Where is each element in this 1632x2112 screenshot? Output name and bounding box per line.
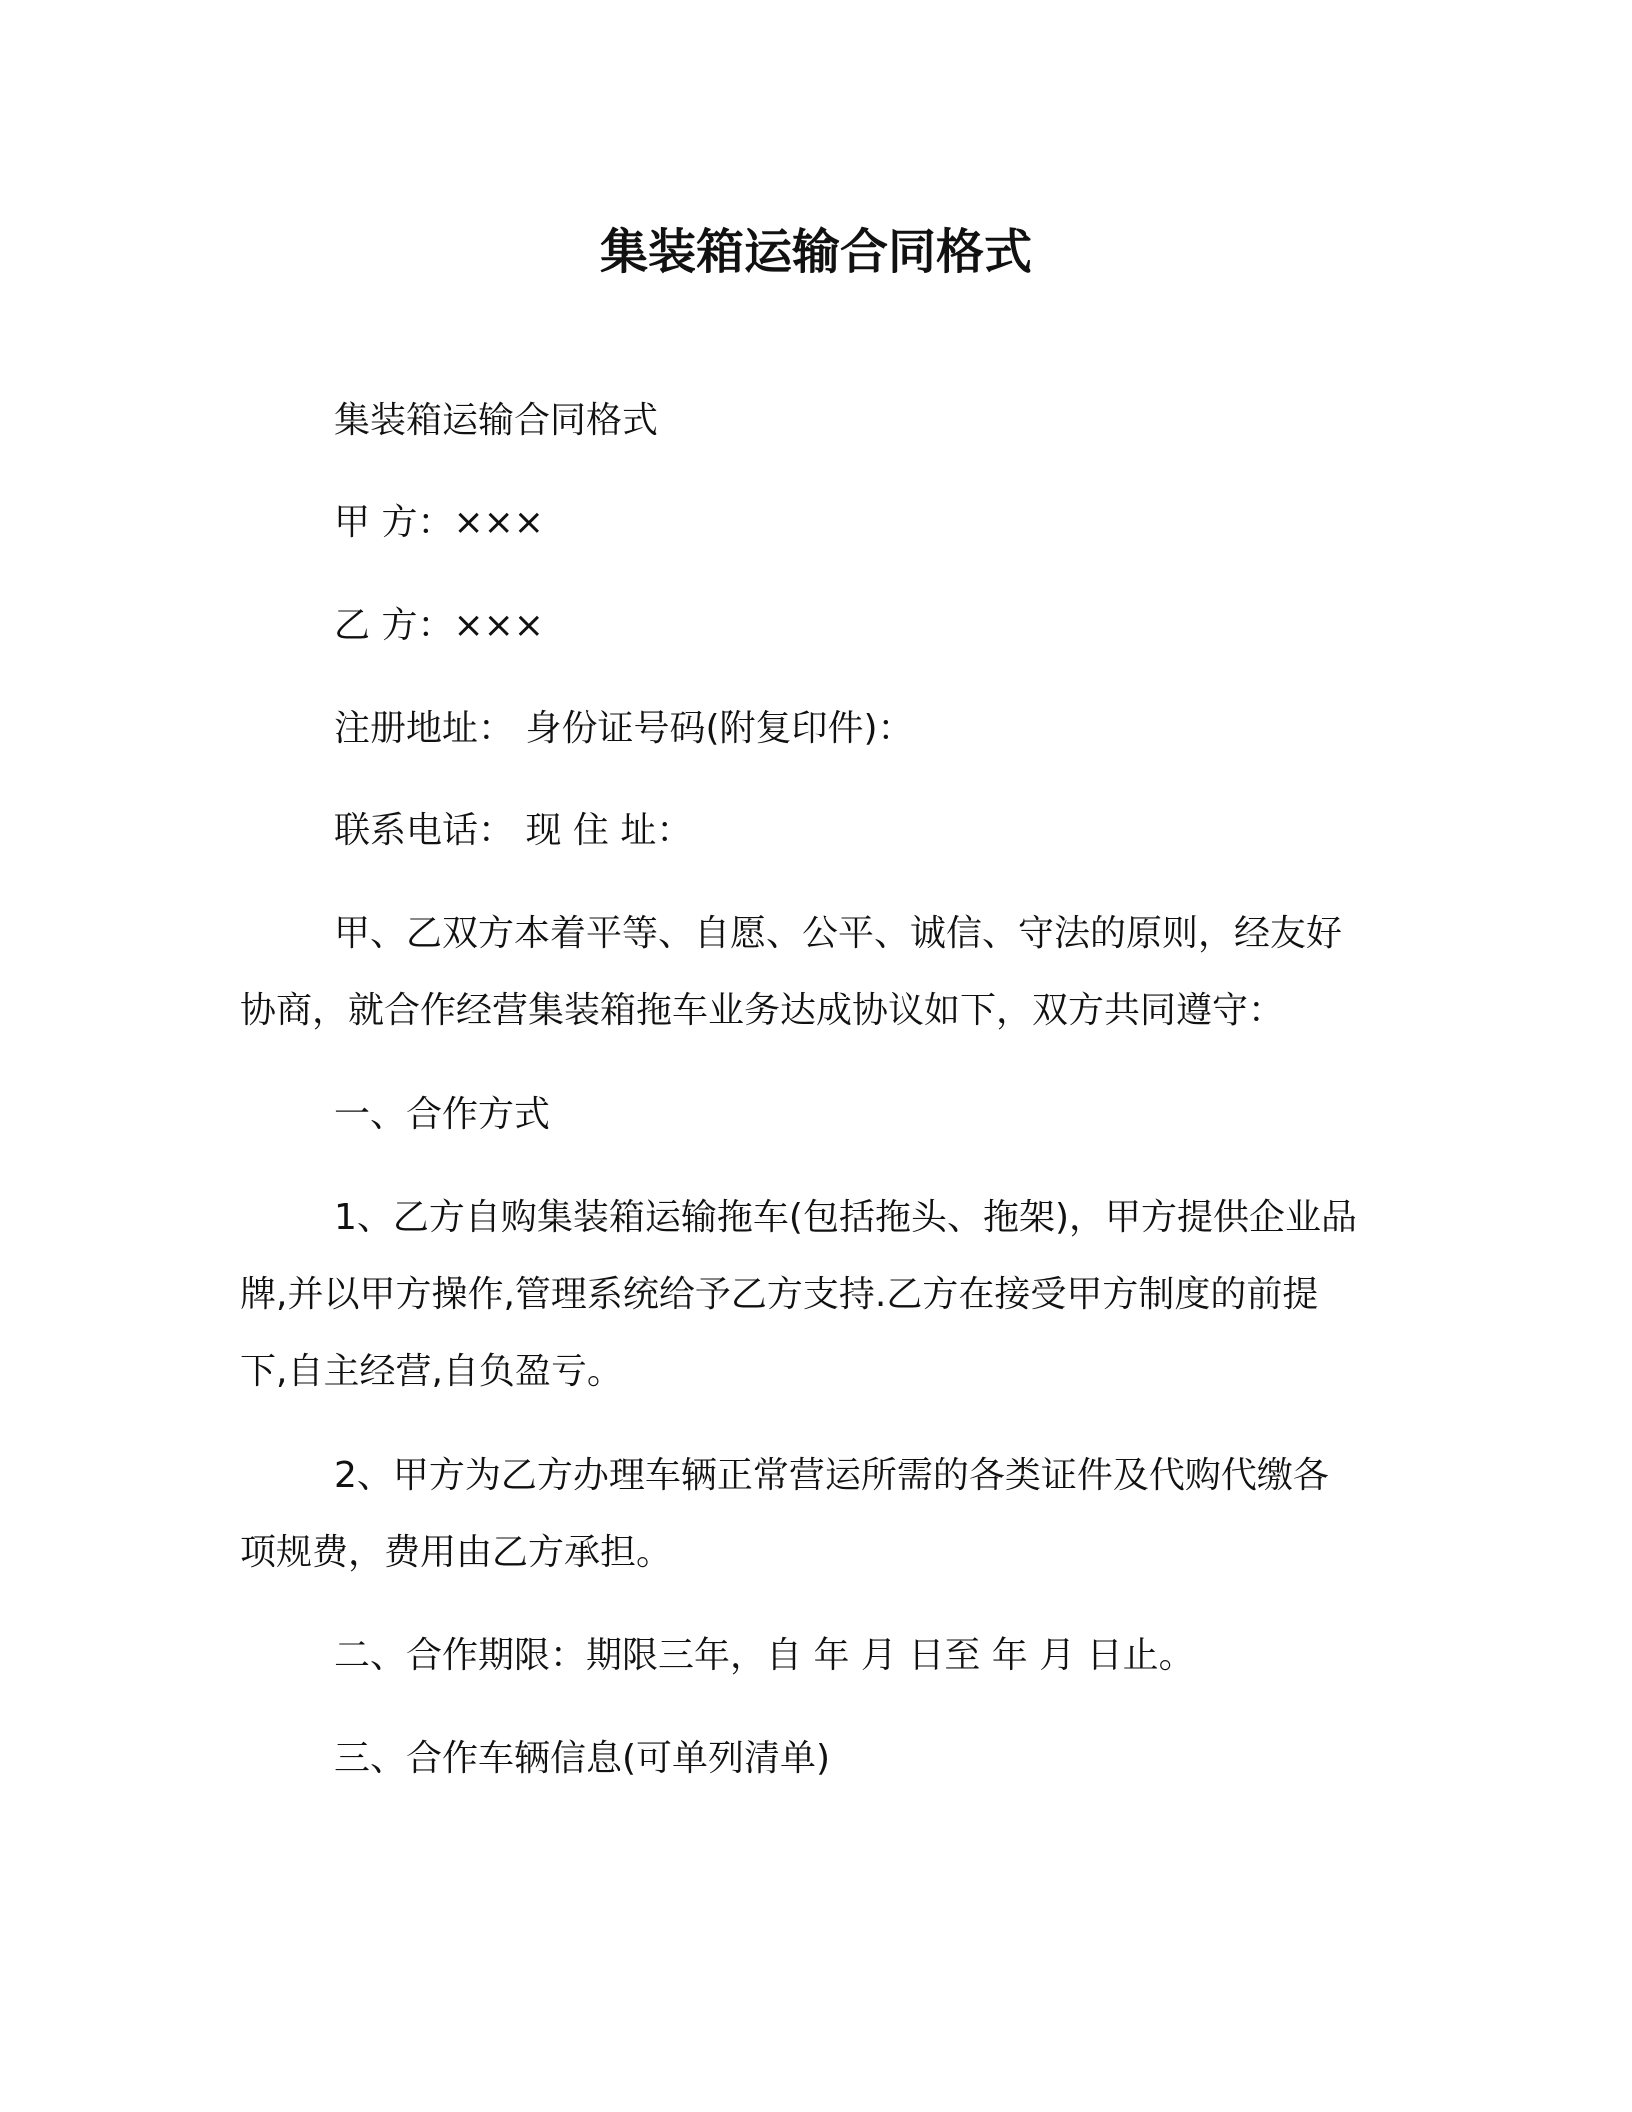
- address-line: 注册地址： 身份证号码(附复印件)：: [334, 708, 914, 749]
- clause-1-line-3: 下,自主经营,自负盈亏。: [240, 1351, 623, 1392]
- clause-1-line-1: 1、乙方自购集装箱运输拖车(包括拖头、拖架)，甲方提供企业品: [334, 1197, 1357, 1238]
- clause-2-line-1: 2、甲方为乙方办理车辆正常营运所需的各类证件及代购代缴各: [334, 1455, 1329, 1496]
- section-2-line: 二、合作期限：期限三年，自 年 月 日至 年 月 日止。: [334, 1635, 1195, 1676]
- intro-line-1: 甲、乙双方本着平等、自愿、公平、诚信、守法的原则，经友好: [334, 913, 1343, 954]
- contact-line: 联系电话： 现 住 址：: [334, 810, 693, 851]
- clause-2-line-2: 项规费，费用由乙方承担。: [240, 1532, 673, 1573]
- party-a-line: 甲 方：×××: [334, 502, 544, 543]
- section-1-heading: 一、合作方式: [334, 1094, 551, 1135]
- intro-line-2: 协商，就合作经营集装箱拖车业务达成协议如下，双方共同遵守：: [240, 990, 1285, 1031]
- document-title: 集装箱运输合同格式: [599, 224, 1032, 280]
- section-3-heading: 三、合作车辆信息(可单列清单): [334, 1738, 831, 1779]
- party-b-line: 乙 方：×××: [334, 605, 544, 646]
- document-subtitle: 集装箱运输合同格式: [334, 400, 659, 441]
- clause-1-line-2: 牌,并以甲方操作,管理系统给予乙方支持.乙方在接受甲方制度的前提: [240, 1274, 1319, 1315]
